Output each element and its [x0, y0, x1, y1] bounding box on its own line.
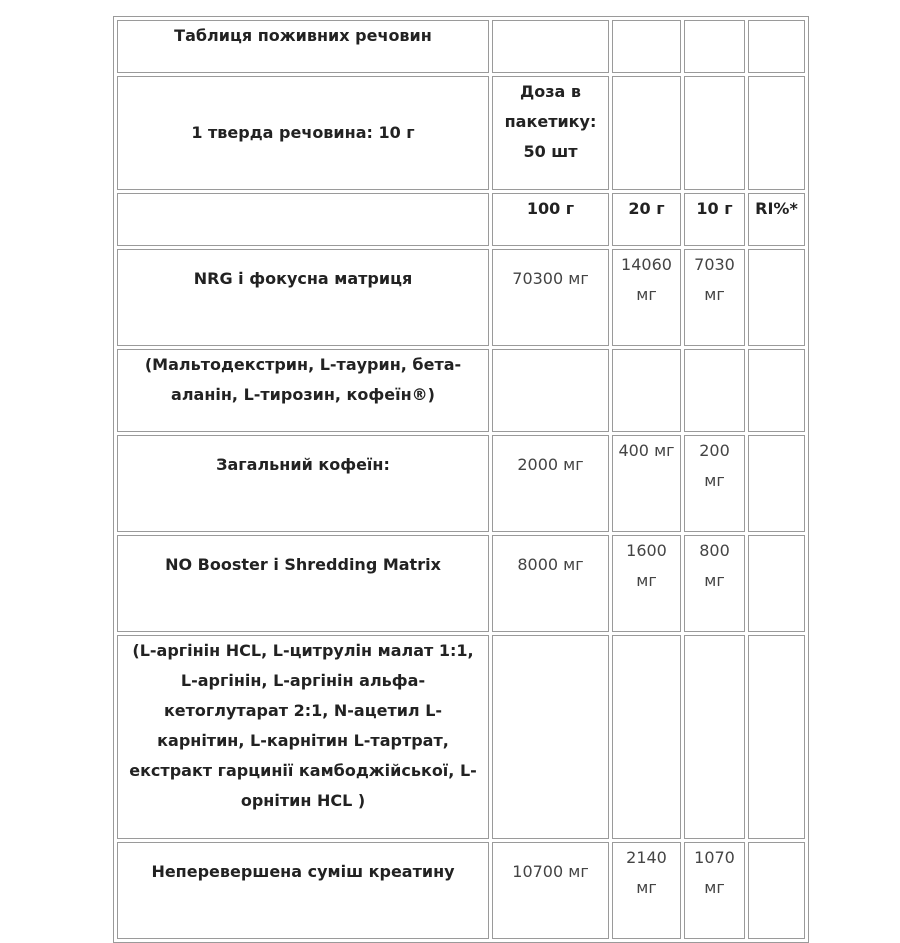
table-row	[117, 349, 805, 432]
value-100g: 2000 мг	[492, 435, 609, 532]
value-ri	[748, 249, 805, 346]
value-20g: 1600 мг	[612, 535, 681, 632]
nutrient-name: Загальний кофеїн:	[117, 435, 489, 532]
table-row-headers	[117, 193, 805, 246]
nutrient-name: Неперевершена суміш креатину	[117, 842, 489, 939]
nutrient-name: (Мальтодекстрин, L-таурин, бета-аланін, L-тирозин, кофеїн®)	[117, 349, 489, 432]
empty-cell	[684, 20, 745, 73]
table-title: Таблиця поживних речовин	[117, 20, 489, 73]
table-row	[117, 249, 805, 346]
serving-size: 1 тверда речовина: 10 г	[117, 76, 489, 190]
nutrient-name: NO Booster і Shredding Matrix	[117, 535, 489, 632]
empty-cell	[748, 20, 805, 73]
table-row	[117, 842, 805, 939]
column-header-ri: RI%*	[748, 193, 805, 246]
column-header-20g: 20 г	[612, 193, 681, 246]
column-header-10g: 10 г	[684, 193, 745, 246]
value-20g: 400 мг	[612, 435, 681, 532]
value-ri	[748, 842, 805, 939]
empty-cell	[748, 76, 805, 190]
value-10g	[684, 349, 745, 432]
value-10g: 7030 мг	[684, 249, 745, 346]
table-row	[117, 535, 805, 632]
empty-cell	[684, 76, 745, 190]
value-ri	[748, 635, 805, 839]
empty-cell	[492, 20, 609, 73]
table-row	[117, 435, 805, 532]
empty-cell	[612, 76, 681, 190]
nutrient-name: (L-аргінін HCL, L-цитрулін малат 1:1, L-аргінін, L-аргінін альфа-кетоглутарат 2:1, N-ацетил L-карнітин, L-карнітин L-тартрат, екстракт гарцинії камбоджійської, L-орнітин HCL )	[117, 635, 489, 839]
nutrition-table	[113, 16, 809, 943]
empty-cell	[612, 20, 681, 73]
table-row	[117, 635, 805, 839]
empty-cell	[117, 193, 489, 246]
nutrient-name: NRG і фокусна матриця	[117, 249, 489, 346]
value-10g	[684, 635, 745, 839]
table-row-serving	[117, 76, 805, 190]
value-20g: 14060 мг	[612, 249, 681, 346]
value-ri	[748, 349, 805, 432]
value-20g	[612, 349, 681, 432]
column-header-100g: 100 г	[492, 193, 609, 246]
value-ri	[748, 535, 805, 632]
value-100g: 70300 мг	[492, 249, 609, 346]
value-100g: 8000 мг	[492, 535, 609, 632]
value-100g: 10700 мг	[492, 842, 609, 939]
value-100g	[492, 349, 609, 432]
dose-header: Доза в пакетику: 50 шт	[492, 76, 609, 190]
value-10g: 1070 мг	[684, 842, 745, 939]
value-20g	[612, 635, 681, 839]
value-100g	[492, 635, 609, 839]
value-10g: 800 мг	[684, 535, 745, 632]
table-row-title	[117, 20, 805, 73]
value-ri	[748, 435, 805, 532]
value-10g: 200 мг	[684, 435, 745, 532]
value-20g: 2140 мг	[612, 842, 681, 939]
